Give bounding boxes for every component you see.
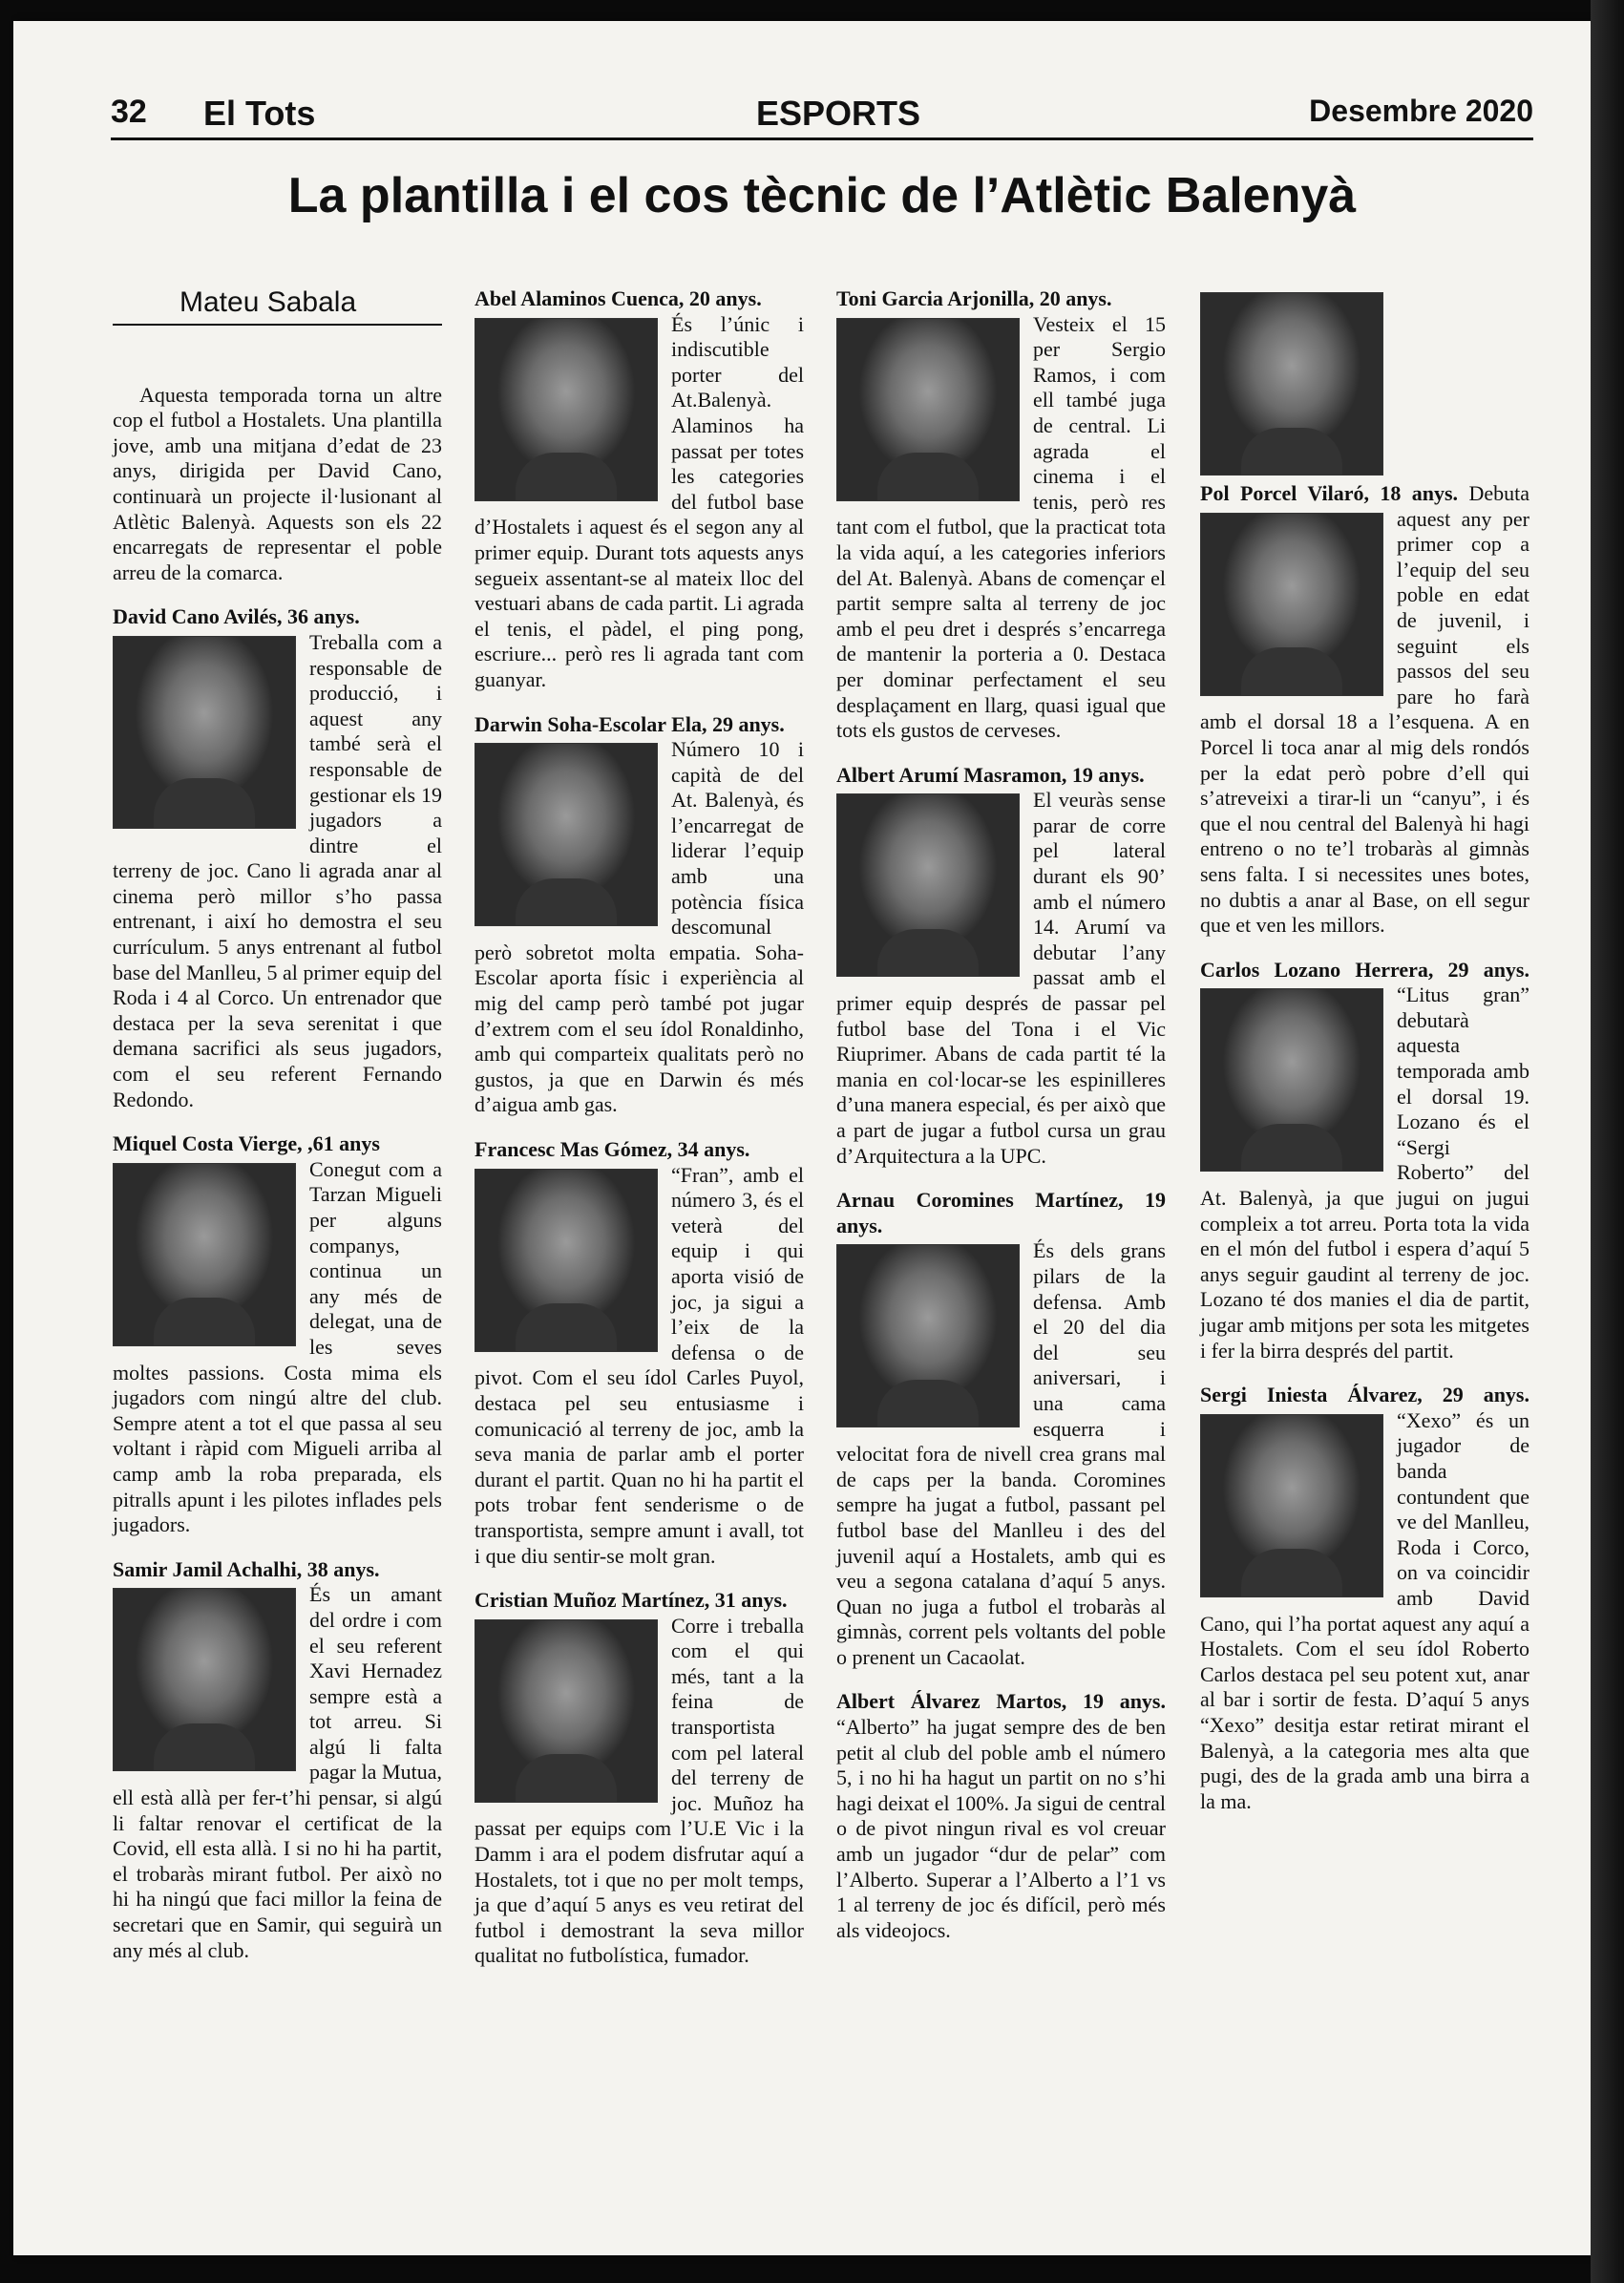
player-entry <box>836 1689 1166 1943</box>
column-4 <box>1200 286 1529 1833</box>
player-bio: És l’únic i indiscutible porter del At.Balenyà. Alaminos ha passat per totes les categories del futbol base d’Hostalets i aquest és el segon any al primer equip. Durant tots aquests anys segueix assentant-se al mateix lloc del vestuari abans de cada partit. Li agrada el tenis, el pàdel, el ping pong, escriure... però res li agrada tant com guanyar. <box>475 311 804 691</box>
binding-spine <box>1591 0 1624 2283</box>
magazine-name: El Tots <box>203 94 316 133</box>
player-photo <box>475 318 658 501</box>
player-photo <box>1200 513 1383 696</box>
player-bio: Vesteix el 15 per Sergio Ramos, i com ell també juga de central. Li agrada el cinema i el tenis, però res tant com el futbol, que la practicat tota la vida aquí, a les categories inferiors del At. Balenyà. Abans de començar el partit sempre salta al terreny de joc amb el peu dret i després s’encarrega de mantenir la porteria a 0. Destaca per dominar perfectament el seu desplaçament en llarg, quasi igual que tots els gustos de cerveses. <box>836 311 1166 743</box>
player-entry <box>113 1557 442 1964</box>
player-name: Carlos Lozano Herrera, 29 anys. <box>1200 957 1529 982</box>
player-bio: Debuta aquest any per primer cop a l’equip del seu poble en edat de juvenil, i seguint els passos del seu pare ho farà amb el dorsal 18 a l’esquena. A en Porcel li toca anar al mig dels rondós per la edat però pobre d’ell qui s’atreveixi a tirar-li un “canyu”, i és que el nou central del Balenyà hi hagi entreno o no te’l trobaràs al gimnàs sens falta. I si necessites unes botes, no dubtis a anar al Base, on ell segur que et ven les millors. <box>1200 481 1529 938</box>
player-photo <box>475 743 658 926</box>
player-bio: “Fran”, amb el número 3, és el veterà del equip i qui aporta visió de joc, ja sigui a l’eix de la defensa o de pivot. Com el seu ídol Carles Puyol, destaca pel seu entusiasme i comunicació al terreny de joc, amb la seva mania de parlar amb el porter durant el partit. Quan no hi ha partit el pots trobar fent senderisme o de transportista, sempre amunt i avall, tot i que diu sentir-se molt gran. <box>475 1162 804 1568</box>
issue-date: Desembre 2020 <box>1309 94 1533 128</box>
player-bio: És dels grans pilars de la defensa. Amb el 20 del dia del seu aniversari, i una cama esquerra i velocitat fora de nivell crea grans mal de caps per la banda. Coromines sempre ha jugat a futbol, passant pel futbol base del Manlleu i des del juvenil aquí a Hostalets, amb qui es veu a segona catalana d’aquí 5 anys. Quan no juga a futbol el trobaràs al gimnàs, corrent pels voltants del poble o prenent un Cacaolat. <box>836 1238 1166 1669</box>
player-bio: És un amant del ordre i com el seu referent Xavi Hernadez sempre està a tot arreu. Si algú li falta pagar la Mutua, ell està allà per fer-t’hi pensar, si algú li faltar renovar el certificat de la Covid, ell esta allà. I si no hi ha partit, el trobaràs mirant futbol. Per això no hi ha ningú que faci millor la feina de secretari que en Samir, qui seguirà un any més al club. <box>113 1582 442 1962</box>
player-photo <box>1200 292 1383 476</box>
player-photo <box>836 318 1020 501</box>
player-entry <box>836 286 1166 744</box>
player-photo <box>1200 988 1383 1172</box>
column-3 <box>836 286 1166 1962</box>
player-name: Cristian Muñoz Martínez, 31 anys. <box>475 1588 788 1613</box>
player-name: Darwin Soha-Escolar Ela, 29 anys. <box>475 711 785 736</box>
player-entry <box>836 1188 1166 1670</box>
player-photo <box>113 1588 296 1771</box>
player-bio: “Alberto” ha jugat sempre des de ben petit al club del poble amb el número 5, i no hi ha hagut un partit on no s’hi hagi deixat el 100%. Ja sigui de central o de pivot ningun rival es vol creuar amb un jugador “dur de pelar” com l’Alberto. Superar a l’Alberto a l’1 vs 1 al terreny de joc és difícil, però més als videojocs. <box>836 1715 1166 1942</box>
player-photo <box>836 793 1020 977</box>
section-title: ESPORTS <box>756 94 921 133</box>
article-headline: La plantilla i el cos tècnic de l’Atlètic Balenyà <box>287 168 1357 223</box>
player-bio: “Xexo” és un jugador de banda contundent que ve del Manlleu, Roda i Corco, on va coincidir amb David Cano, qui l’ha portat aquest any aquí a Hostalets. Com el seu ídol Roberto Carlos destaca pel seu potent xut, anar al bar i sortir de festa. D’aquí 5 anys “Xexo” desitja estar retirat mirant el Balenyà, a la categoria mes alta que pugi, des de la grada amb una birra a la ma. <box>1200 1407 1529 1813</box>
player-name: Abel Alaminos Cuenca, 20 anys. <box>475 286 762 310</box>
player-entry <box>475 1137 804 1569</box>
player-bio: “Litus gran” debutarà aquesta temporada amb el dorsal 19. Lozano és el “Sergi Roberto” del At. Balenyà, ja que jugui on jugui compleix a tot arreu. Porta tota la vida en el món del futbol i espera d’aquí 5 anys seguir gaudint al terreny de joc. Lozano té dos manies el dia de partit, jugar amb mitjons per sota les mitgetes i fer la birra després del partit. <box>1200 983 1529 1363</box>
player-entry <box>113 1131 442 1538</box>
player-bio: Treballa com a responsable de producció, i aquest any també serà el responsable de gestionar els 19 jugadors a dintre el terreny de joc. Cano li agrada anar al cinema però millor s’ho passa entrenant, i així ho demostra el seu currículum. 5 anys entrenant al futbol base del Manlleu, 5 al primer equip del Roda i 4 al Corco. Un entrenador que destaca per la seva serenitat i que demana sacrifici als seus jugadors, com el seu referent Fernando Redondo. <box>113 629 442 1111</box>
player-entry <box>113 604 442 1112</box>
player-entry <box>1200 958 1529 1364</box>
player-entry <box>475 286 804 693</box>
column-1 <box>113 286 442 1982</box>
player-photo <box>113 1163 296 1346</box>
intro-paragraph: Aquesta temporada torna un altre cop el futbol a Hostalets. Una plantilla jove, amb una mitjana d’edat de 23 anys, dirigida per David Cano, continuarà un projecte il·lusionant al Atlètic Balenyà. Aquests son els 22 encarregats de representar el poble arreu de la comarca. <box>113 382 442 584</box>
player-name: Samir Jamil Achalhi, 38 anys. <box>113 1556 380 1581</box>
player-entry <box>836 763 1166 1170</box>
player-entry <box>475 712 804 1119</box>
column-2 <box>475 286 804 1988</box>
player-bio: Conegut com a Tarzan Migueli per alguns companys, continua un any més de delegat, una de les seves moltes passions. Costa mima els jugadors com ningú altre del club. Sempre atent a tot el que passa al seu voltant i ràpid com Migueli arriba al camp amb la roba preparada, els pitralls apunt i les pilotes inflades pels jugadors. <box>113 1156 442 1537</box>
player-photo <box>1200 1414 1383 1597</box>
player-name: Sergi Iniesta Álvarez, 29 anys. <box>1200 1383 1529 1407</box>
player-bio: Corre i treballa com el qui més, tant a la feina de transportista com pel lateral del terreny de joc. Muñoz ha passat per equips com l’U.E Vic i la Damm i ara el podem disfrutar aquí a Hostalets, tot i que no per molt temps, ja que d’aquí 5 anys es veu retirat del futbol i demostrant la seva millor qualitat no futbolística, fumador. <box>475 1613 804 1968</box>
player-entry <box>1200 1383 1529 1814</box>
player-name: Albert Arumí Masramon, 19 anys. <box>836 762 1145 787</box>
player-name: Arnau Coromines Martínez, 19 anys. <box>836 1188 1166 1237</box>
player-entry <box>475 1588 804 1969</box>
player-photo <box>836 1244 1020 1427</box>
player-name: Miquel Costa Vierge, ,61 anys <box>113 1131 380 1156</box>
player-photo <box>475 1619 658 1803</box>
byline: Mateu Sabala <box>113 286 442 326</box>
player-bio: El veuràs sense parar de corre pel lateral durant els 90’ amb el número 14. Arumí va debutar l’any passat amb el primer equip després de passar pel futbol base del Tona i el Vic Riuprimer. Abans de cada partit té la mania en col·locar-se les espinilleres d’una manera especial, és per això que a part de jugar a futbol cursa un grau d’Arquitectura a la UPC. <box>836 788 1166 1168</box>
player-name: Albert Álvarez Martos, 19 anys. <box>836 1689 1166 1714</box>
player-photo <box>113 636 296 829</box>
player-name: Pol Porcel Vilaró, 18 anys. <box>1200 481 1459 505</box>
player-entry <box>1200 481 1529 939</box>
player-bio: Número 10 i capità de del At. Balenyà, és l’encarregat de liderar l’equip amb una potència física descomunal però sobretot molta empatia. Soha-Escolar aporta físic i experiència al mig del camp però també pot jugar d’extrem com el seu ídol Ronaldinho, amb qui comparteix qualitats però no gustos, ja que en Darwin és més d’aigua amb gas. <box>475 737 804 1117</box>
page-number: 32 <box>111 94 147 130</box>
player-photo <box>475 1169 658 1352</box>
player-name: Francesc Mas Gómez, 34 anys. <box>475 1137 750 1161</box>
player-name: Toni Garcia Arjonilla, 20 anys. <box>836 286 1112 310</box>
player-name: David Cano Avilés, 36 anys. <box>113 604 360 629</box>
page-header <box>111 94 1533 140</box>
